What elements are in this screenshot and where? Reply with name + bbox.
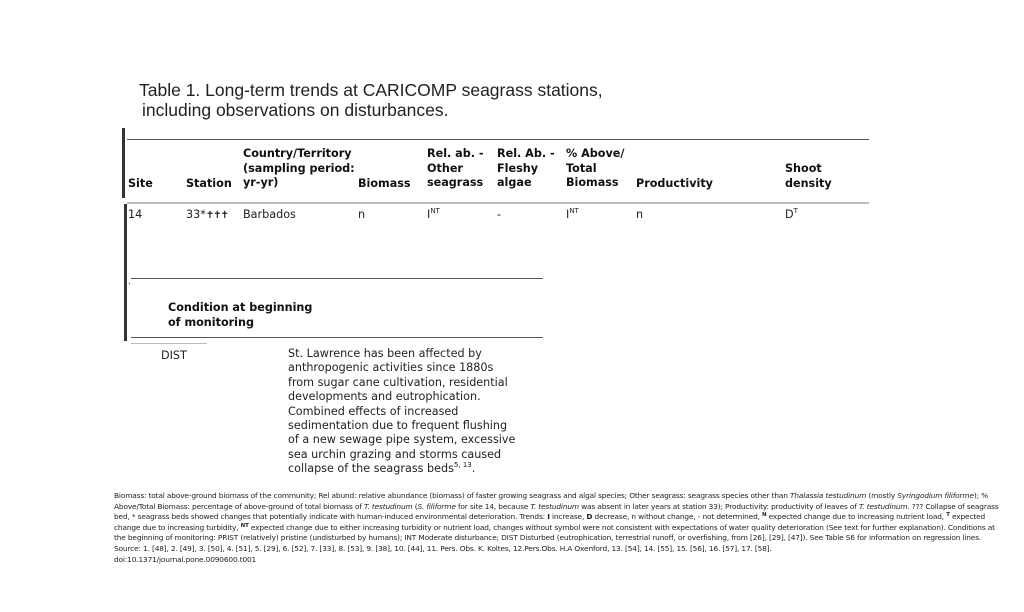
dot-mark: .	[128, 277, 131, 287]
table-left-border-body	[124, 204, 127, 341]
row-bottom-rule	[131, 278, 543, 279]
condition-header-line-1: Condition at beginning	[168, 301, 313, 314]
header-rel-other-line-2: Other	[427, 161, 463, 175]
cell-productivity: n	[636, 208, 644, 221]
doi-link[interactable]: doi:10.1371/journal.pone.0090600.t001	[114, 554, 257, 564]
cell-site: 14	[128, 208, 143, 221]
header-rel-fleshy-line-1: Rel. Ab. -	[497, 147, 555, 160]
header-rel-fleshy-line-2: Fleshy	[497, 161, 538, 175]
header-site	[128, 177, 153, 192]
header-country-line-2: (sampling period:	[243, 161, 355, 175]
table-title-line-2: including observations on disturbances.	[142, 100, 449, 120]
header-rel-other-seagrass	[427, 147, 484, 191]
cell-country: Barbados	[243, 208, 296, 221]
header-country-line-1: Country/Territory	[243, 147, 352, 160]
header-rel-fleshy-line-3: algae	[497, 176, 532, 189]
header-above-total-line-1: % Above/	[566, 147, 625, 160]
condition-header	[168, 301, 312, 330]
header-shoot-line-1: Shoot	[785, 162, 822, 175]
description-line: Combined effects of increased	[288, 404, 459, 418]
header-station-label: Station	[186, 177, 232, 190]
header-productivity	[636, 177, 713, 192]
cell-shoot-value: D	[785, 208, 794, 221]
cell-above-total-sup: NT	[569, 207, 579, 215]
cell-above-total-biomass	[566, 208, 579, 222]
cell-biomass: n	[358, 208, 366, 221]
footnote-text: Biomass: total above-ground biomass of the community; Rel abund: relative abundance (biomass) of faster growing seagrass and algal species; Other seagrass: seagrass species other than Thalassia testudinum (mostly Syringodium filiforme); % Above/Total Biomass: percentage of above-ground of total biomass of T. testudinum (S. filiforme for site 14, because T. testudinum was absent in later years at station 33); Productivity: productivity of leaves of T. testudinum. ??? Collapse of seagrass bed, * seagrass beds showed changes that potentially indicate with human-induced environmental deterioration. Trends: I increase, D decrease, n without change, - not determined, $^N$ expected change due to increasing nutrient load, $^T$ expected change due to increasing turbidity, $^{NT}$ expected change due to either increasing turbidity or nutrient load, changes without symbol were not consistent with expectations of water quality deterioration (See text for further explanation). Conditions at the beginning of monitoring: PRIST (relatively) pristine (undisturbed by humans); INT Moderate disturbance; DIST Disturbed (eutrophication, terrestrial runoff, or overfishing, from [26], [29], [47]). See Table S6 for information on regression lines. Source: 1. [48], 2. [49], 3. [50], 4. [51], 5. [29], 6. [52], 7. [33], 8. [53], 9. [38], 10. [44], 11. Pers. Obs. K. Koltes, 12.Pers.Obs. H.A Oxenford, 13. [54], 14. [55], 15. [56], 16. [57], 17. [58].	[114, 491, 999, 553]
description-last-text: collapse of the seagrass beds	[288, 462, 454, 476]
header-rel-fleshy-algae	[497, 147, 555, 191]
header-station	[186, 177, 232, 192]
description-line: from sugar cane cultivation, residential	[288, 375, 508, 389]
table-top-rule	[127, 139, 869, 140]
header-above-total-line-3: Biomass	[566, 176, 619, 189]
condition-header-line-2: of monitoring	[168, 315, 254, 329]
description-paragraph	[288, 347, 528, 477]
description-refs: 5, 13	[453, 461, 472, 470]
description-line: anthropogenic activities since 1880s	[288, 361, 494, 375]
condition-bottom-rule	[131, 337, 543, 338]
header-productivity-label: Productivity	[636, 177, 713, 190]
header-biomass-label: Biomass	[358, 177, 411, 190]
description-end: .	[471, 462, 476, 476]
cell-rel-other-sup: NT	[430, 207, 440, 215]
cell-rel-other-value: I	[427, 208, 431, 221]
header-shoot-line-2: density	[785, 176, 832, 190]
table-footnote	[114, 491, 1004, 565]
table-title	[139, 80, 603, 120]
cell-station-value: 33*	[186, 208, 206, 221]
header-above-total-line-2: Total	[566, 161, 597, 175]
header-rel-other-line-3: seagrass	[427, 176, 484, 189]
table-title-line-1: Table 1. Long-term trends at CARICOMP seagrass stations,	[139, 80, 603, 100]
header-country-line-3: yr-yr)	[243, 176, 279, 189]
dagger-icon: ✝✝✝	[205, 210, 228, 221]
cell-station	[186, 208, 228, 223]
header-bottom-rule	[127, 202, 869, 204]
cell-shoot-sup: T	[793, 207, 798, 215]
header-shoot-density	[785, 162, 832, 191]
description-line	[288, 462, 528, 476]
header-site-label: Site	[128, 177, 153, 190]
description-line: of a new sewage pipe system, excessive	[288, 433, 516, 447]
cell-above-total-value: I	[566, 208, 570, 221]
dist-top-rule	[131, 343, 207, 344]
header-biomass	[358, 177, 411, 192]
description-line: sea urchin grazing and storms caused	[288, 447, 502, 461]
description-line: developments and eutrophication.	[288, 390, 481, 404]
condition-value: DIST	[161, 349, 187, 362]
header-above-total-biomass	[566, 147, 624, 191]
header-country	[243, 147, 355, 191]
cell-rel-fleshy-algae: -	[497, 208, 502, 221]
description-line: St. Lawrence has been affected by	[288, 347, 482, 360]
cell-rel-other-seagrass	[427, 208, 440, 222]
cell-shoot-density	[785, 208, 798, 222]
table-left-border-header	[122, 128, 125, 198]
description-line: sedimentation due to frequent flushing	[288, 419, 508, 433]
header-rel-other-line-1: Rel. ab. -	[427, 147, 484, 160]
